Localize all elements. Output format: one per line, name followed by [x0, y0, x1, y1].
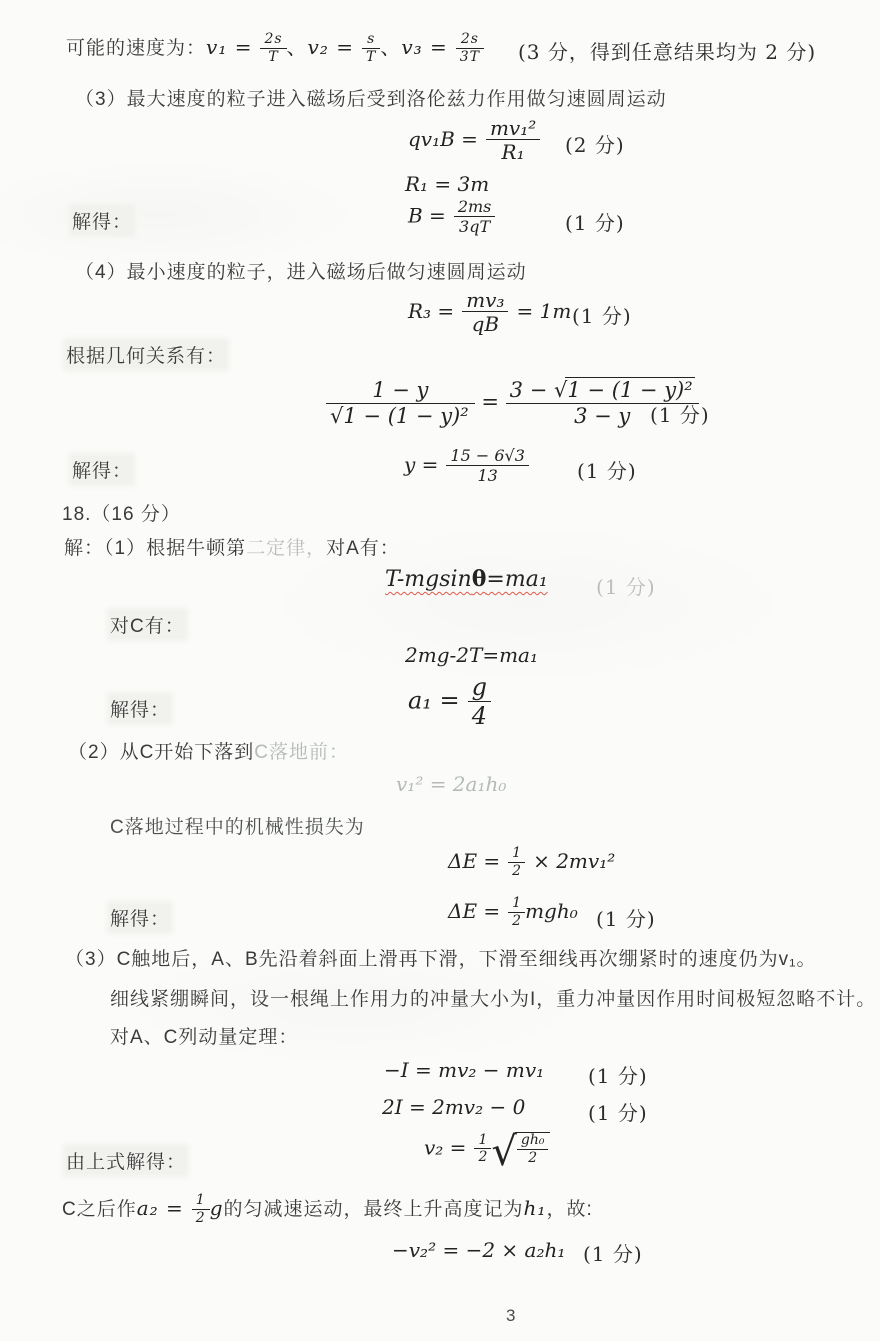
denominator: R₁	[501, 140, 525, 165]
radicand	[515, 1132, 551, 1166]
left-numerator: 1 − y	[326, 379, 475, 404]
energy-loss-label: C落地过程中的机械性损失为	[110, 817, 365, 838]
equation-a1	[408, 674, 491, 730]
score-1pt: (1 分)	[588, 1101, 648, 1125]
right-denominator: 3 − y	[574, 403, 631, 428]
solve-label-4: 解得：	[110, 904, 170, 931]
theta-symbol: θ	[471, 566, 487, 592]
equation-qv1b	[408, 117, 540, 164]
for-c-label: 对C有：	[110, 611, 185, 638]
score-2pts: (2 分)	[565, 133, 625, 157]
fraction	[486, 117, 540, 164]
v3-denominator: 3T	[459, 48, 481, 65]
eq-rhs: mgh₀	[525, 899, 578, 924]
numerator: 1	[508, 896, 525, 913]
score-1pt: (1 分)	[583, 1242, 643, 1266]
v1-fraction	[260, 32, 286, 65]
v3-lhs: v₃ =	[401, 35, 448, 59]
separator-1: 、	[286, 35, 308, 59]
speeds-prefix: 可能的速度为：	[66, 38, 207, 59]
item-4-text: （4）最小速度的粒子，进入磁场后做匀速圆周运动	[75, 262, 527, 283]
denominator: 2	[528, 1149, 538, 1166]
equation-y	[404, 447, 529, 485]
eq-lhs: R₃ =	[408, 298, 455, 323]
step2-faded-text: C落地前：	[254, 742, 350, 763]
v2-denominator: T	[365, 48, 377, 65]
text-post: ，故:	[546, 1199, 593, 1221]
half-fraction	[192, 1193, 210, 1226]
equation-impulse-1: −I = mv₂ − mv₁	[384, 1058, 545, 1082]
formula-part-2: =ma₁	[486, 567, 548, 592]
sqrt-symbol: √	[491, 1129, 517, 1176]
momentum-theorem-label: 对A、C列动量定理：	[110, 1027, 299, 1048]
text-mid: 的匀减速运动，最终上升高度记为	[223, 1199, 524, 1221]
speeds-score: (3 分，得到任意结果均为 2 分)	[518, 40, 817, 64]
numerator: 2ms	[454, 198, 496, 217]
v2-fraction	[362, 32, 380, 65]
eq-lhs: a₁ =	[408, 686, 460, 715]
problem-18-header: 18.（16 分）	[62, 504, 181, 525]
denominator: 2	[512, 912, 522, 929]
numerator: g	[468, 674, 491, 702]
equation-newton-a	[385, 566, 548, 592]
numerator: mv₃	[462, 289, 508, 312]
left-denominator	[326, 404, 475, 429]
num-prefix: 3 −	[509, 378, 548, 402]
step3-line-1: （3）C触地后，A、B先沿着斜面上滑再下滑，下滑至细线再次绷紧时的速度仍为v₁。	[65, 949, 817, 970]
score-1pt: (1 分)	[572, 304, 632, 328]
radicand: 1 − (1 − y)²	[567, 378, 693, 402]
eq-lhs: qv₁B =	[408, 126, 478, 151]
numerator: 1	[192, 1193, 210, 1210]
step1-text-b: 对A有：	[326, 538, 400, 559]
separator-2: 、	[380, 35, 402, 59]
a2-math	[184, 1192, 224, 1226]
score-1pt: (1 分)	[596, 907, 656, 931]
step1-faded-text: 二定律，	[246, 538, 327, 559]
half-fraction	[474, 1133, 491, 1166]
radicand: 1 − (1 − y)²	[343, 403, 469, 428]
radicand-fraction	[517, 1133, 549, 1166]
equation-r3	[408, 289, 571, 336]
v1-lhs: v₁ =	[206, 35, 253, 59]
fraction	[508, 896, 525, 929]
h1-symbol: h₁	[523, 1196, 547, 1221]
step2-line	[68, 737, 349, 764]
v1-numerator: 2s	[260, 32, 286, 49]
equation-impulse-2: 2I = 2mv₂ − 0	[382, 1095, 526, 1119]
solve-label-5: 由上式解得：	[66, 1147, 186, 1174]
speeds-math	[206, 30, 484, 65]
eq-lhs: y =	[404, 452, 439, 477]
fraction	[454, 198, 496, 236]
sqrt-symbol: √	[554, 378, 568, 402]
eq-rhs: × 2mv₁²	[533, 849, 616, 874]
denominator: 2	[512, 862, 522, 879]
fraction	[468, 674, 491, 730]
numerator: 15 − 6√3	[446, 447, 529, 466]
denominator: 13	[477, 465, 498, 485]
denominator: 2	[195, 1209, 206, 1226]
geometry-label: 根据几何关系有：	[66, 341, 226, 368]
eq-lhs: v₂ =	[424, 1135, 467, 1160]
equation-v1-faded: v₁² = 2a₁h₀	[396, 772, 507, 796]
score-1pt: (1 分)	[565, 211, 625, 235]
denominator: qB	[471, 312, 500, 337]
numerator: gh₀	[517, 1133, 549, 1150]
v1-denominator: T	[268, 48, 279, 65]
formula-part-1: T-mgsin	[385, 567, 472, 592]
score-1pt: (1 分)	[650, 403, 710, 427]
text-pre: C之后作	[62, 1199, 137, 1221]
numerator: 1	[474, 1133, 491, 1150]
numerator: 1	[508, 846, 525, 863]
eq-lhs: ΔE =	[448, 849, 501, 874]
deceleration-line	[62, 1193, 593, 1226]
v3-numerator: 2s	[456, 32, 484, 49]
item-3-text: （3）最大速度的粒子进入磁场后受到洛伦兹力作用做匀速圆周运动	[75, 89, 667, 110]
underlined-formula	[385, 567, 548, 592]
v3-fraction	[456, 32, 484, 65]
geometry-equation	[326, 379, 699, 428]
left-fraction	[326, 379, 475, 428]
equation-r1: R₁ = 3m	[405, 172, 490, 196]
numerator: mv₁²	[486, 117, 540, 140]
step2-text: （2）从C开始下落到	[68, 742, 255, 763]
v2-numerator: s	[362, 32, 380, 49]
fraction	[462, 289, 508, 336]
equation-delta-e-2	[448, 896, 578, 929]
eq-rhs: = 1m	[516, 298, 572, 323]
step1-line	[64, 533, 400, 560]
sqrt-symbol: √	[330, 403, 344, 428]
v2-lhs: v₂ =	[307, 35, 354, 59]
equals-sign: =	[481, 390, 499, 415]
step3-line-2: 细线紧绷瞬间，设一根绳上作用力的冲量大小为I，重力冲量因作用时间极短忽略不计。	[110, 989, 877, 1010]
denominator: 3qT	[459, 216, 491, 236]
equation-final: −v₂² = −2 × a₂h₁	[392, 1238, 566, 1262]
score-1pt: (1 分)	[588, 1064, 648, 1088]
equation-b	[408, 198, 495, 236]
score-1pt-faded: (1 分)	[596, 575, 656, 599]
denominator: 4	[471, 701, 487, 730]
possible-speeds-line	[66, 31, 484, 65]
eq-lhs: ΔE =	[448, 899, 501, 924]
a2-lhs: a₂ =	[136, 1196, 184, 1221]
equation-delta-e-1	[448, 846, 615, 879]
equation-newton-c: 2mg-2T=ma₁	[405, 643, 538, 667]
step1-text-a: 解：（1）根据牛顿第	[64, 538, 247, 559]
solve-label-3: 解得：	[110, 695, 170, 722]
denominator: 2	[478, 1149, 488, 1166]
fraction	[508, 846, 525, 879]
fraction	[446, 447, 529, 485]
g-symbol: g	[209, 1196, 224, 1221]
score-1pt: (1 分)	[577, 459, 637, 483]
solve-label-1: 解得：	[72, 207, 132, 234]
page-number: 3	[506, 1306, 516, 1325]
solve-label-2: 解得：	[72, 456, 132, 483]
eq-lhs: B =	[408, 203, 446, 228]
equation-v2	[424, 1129, 550, 1176]
